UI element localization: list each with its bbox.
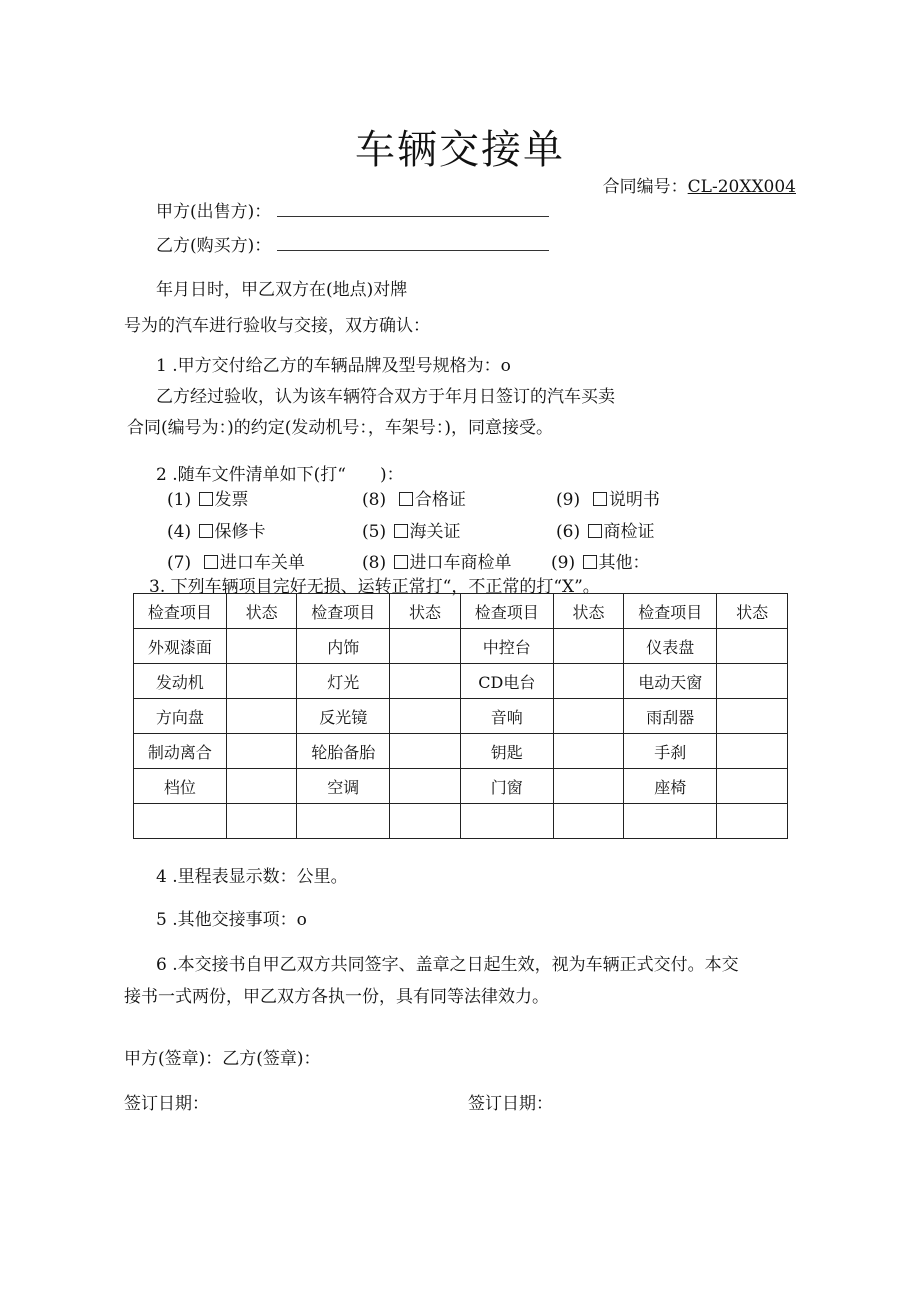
item-cell[interactable]: [460, 804, 553, 839]
item-cell: 电动天窗: [624, 664, 717, 699]
status-cell[interactable]: [226, 734, 297, 769]
status-cell[interactable]: [390, 664, 461, 699]
status-cell[interactable]: [226, 804, 297, 839]
doc-number: (5): [362, 522, 387, 542]
item-cell: 中控台: [460, 629, 553, 664]
item-cell: 仪表盘: [624, 629, 717, 664]
contract-number-value: CL-20XX004: [687, 177, 796, 197]
item-cell: 门窗: [460, 769, 553, 804]
section1-line3: 合同(编号为：)的约定(发动机号：，车架号：)，同意接受。: [127, 418, 554, 438]
checkbox-icon[interactable]: [394, 524, 408, 538]
status-cell[interactable]: [390, 629, 461, 664]
header-cell: 检查项目: [297, 594, 390, 629]
item-cell: 外观漆面: [134, 629, 227, 664]
party-a-row: [156, 197, 549, 222]
doc-number: (4): [167, 522, 192, 542]
status-cell[interactable]: [717, 804, 788, 839]
table-row: [134, 804, 788, 839]
doc-label: 商检证: [603, 522, 655, 542]
doc-number: (8): [362, 490, 387, 510]
status-cell[interactable]: [717, 664, 788, 699]
inspection-table: [133, 593, 788, 839]
item-cell: 方向盘: [134, 699, 227, 734]
section3-heading: 3. 下列车辆项目完好无损、运转正常打“，不正常的打“X”。: [149, 577, 600, 597]
item-cell: 手刹: [624, 734, 717, 769]
section4-odometer: 4 .里程表显示数：公里。: [156, 867, 348, 887]
item-cell: 制动离合: [134, 734, 227, 769]
doc-label: 进口车商检单: [409, 553, 512, 573]
doc-label: 进口车关单: [219, 553, 305, 573]
status-cell[interactable]: [717, 734, 788, 769]
status-cell[interactable]: [553, 629, 624, 664]
item-cell: 空调: [297, 769, 390, 804]
checkbox-icon[interactable]: [204, 555, 218, 569]
checkbox-icon[interactable]: [199, 524, 213, 538]
item-cell: 反光镜: [297, 699, 390, 734]
doc-number: (1): [167, 490, 192, 510]
doc-item: [551, 548, 650, 573]
doc-label: 保修卡: [214, 522, 266, 542]
item-cell[interactable]: [134, 804, 227, 839]
item-cell: 内饰: [297, 629, 390, 664]
section2-heading: 2 .随车文件清单如下(打“ )：: [156, 465, 404, 485]
doc-label: 合格证: [414, 490, 466, 510]
party-a-label: 甲方(出售方)：: [156, 202, 272, 222]
status-cell[interactable]: [717, 769, 788, 804]
status-cell[interactable]: [226, 664, 297, 699]
checkbox-icon[interactable]: [593, 492, 607, 506]
doc-number: (9): [551, 553, 576, 573]
doc-label: 发票: [214, 490, 249, 510]
doc-item: [167, 517, 266, 542]
item-cell: 轮胎备胎: [297, 734, 390, 769]
item-cell: 档位: [134, 769, 227, 804]
checkbox-icon[interactable]: [588, 524, 602, 538]
status-cell[interactable]: [390, 734, 461, 769]
status-cell[interactable]: [226, 699, 297, 734]
status-cell[interactable]: [553, 699, 624, 734]
doc-item: [362, 548, 512, 573]
item-cell: 钥匙: [460, 734, 553, 769]
status-cell[interactable]: [553, 769, 624, 804]
doc-number: (6): [556, 522, 581, 542]
status-cell[interactable]: [390, 769, 461, 804]
doc-item: [556, 485, 660, 510]
section1-line1: 1 .甲方交付给乙方的车辆品牌及型号规格为：o: [156, 356, 511, 376]
doc-number: (7): [167, 553, 192, 573]
status-cell[interactable]: [226, 769, 297, 804]
party-a-blank-line: [277, 202, 549, 217]
signature-line: 甲方(签章)：乙方(签章)：: [124, 1049, 321, 1069]
intro-line-1: 年月日时，甲乙双方在(地点)对牌: [156, 280, 408, 300]
intro-line-2: 号为的汽车进行验收与交接，双方确认：: [124, 316, 430, 336]
doc-label: 海关证: [409, 522, 461, 542]
status-cell[interactable]: [390, 699, 461, 734]
table-row: [134, 734, 788, 769]
sign-date-party-a: 签订日期：: [124, 1094, 209, 1114]
status-cell[interactable]: [553, 804, 624, 839]
party-b-label: 乙方(购买方)：: [156, 236, 272, 256]
sign-date-party-b: 签订日期：: [468, 1094, 553, 1114]
document-title: 车辆交接单: [355, 127, 565, 173]
doc-number: (9): [556, 490, 581, 510]
section6-line2: 接书一式两份，甲乙双方各执一份，具有同等法律效力。: [124, 987, 549, 1007]
doc-item: [362, 517, 461, 542]
table-row: [134, 699, 788, 734]
doc-item: [167, 548, 305, 573]
doc-item: [167, 485, 249, 510]
item-cell: 发动机: [134, 664, 227, 699]
header-cell: 状态: [717, 594, 788, 629]
doc-item: [362, 485, 466, 510]
header-cell: 检查项目: [460, 594, 553, 629]
item-cell[interactable]: [297, 804, 390, 839]
doc-item: [556, 517, 655, 542]
checkbox-icon[interactable]: [583, 555, 597, 569]
contract-label: 合同编号：: [602, 177, 688, 197]
status-cell[interactable]: [553, 664, 624, 699]
header-cell: 状态: [226, 594, 297, 629]
checkbox-icon[interactable]: [199, 492, 213, 506]
status-cell[interactable]: [553, 734, 624, 769]
header-cell: 状态: [390, 594, 461, 629]
header-cell: 检查项目: [624, 594, 717, 629]
party-b-blank-line: [277, 236, 549, 251]
party-b-row: [156, 231, 549, 256]
table-row: [134, 664, 788, 699]
status-cell[interactable]: [390, 804, 461, 839]
item-cell: 座椅: [624, 769, 717, 804]
checkbox-icon[interactable]: [394, 555, 408, 569]
doc-label: 说明书: [608, 490, 660, 510]
section6-line1: 6 .本交接书自甲乙双方共同签字、盖章之日起生效，视为车辆正式交付。本交: [156, 955, 739, 975]
item-cell[interactable]: [624, 804, 717, 839]
status-cell[interactable]: [717, 699, 788, 734]
table-row: [134, 629, 788, 664]
item-cell: 雨刮器: [624, 699, 717, 734]
header-cell: 检查项目: [134, 594, 227, 629]
table-header-row: [134, 594, 788, 629]
doc-label: 其他：: [598, 553, 650, 573]
header-cell: 状态: [553, 594, 624, 629]
table-row: [134, 769, 788, 804]
checkbox-icon[interactable]: [399, 492, 413, 506]
section5-other-items: 5 .其他交接事项：o: [156, 910, 307, 930]
item-cell: CD电台: [460, 664, 553, 699]
status-cell[interactable]: [717, 629, 788, 664]
section1-line2: 乙方经过验收，认为该车辆符合双方于年月日签订的汽车买卖: [156, 387, 615, 407]
status-cell[interactable]: [226, 629, 297, 664]
item-cell: 灯光: [297, 664, 390, 699]
contract-number: [603, 172, 796, 197]
item-cell: 音响: [460, 699, 553, 734]
doc-number: (8): [362, 553, 387, 573]
